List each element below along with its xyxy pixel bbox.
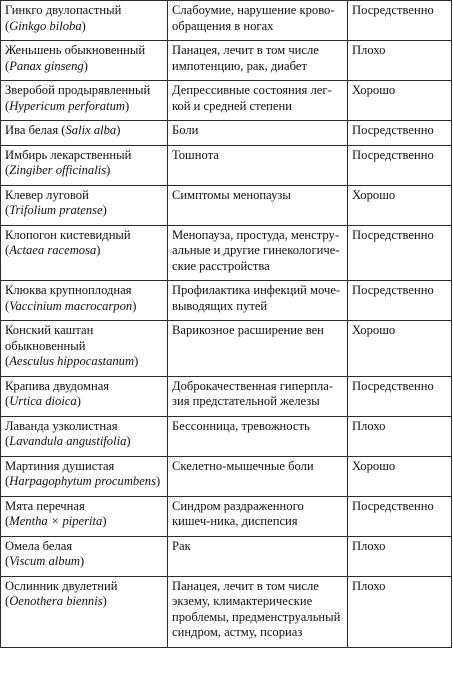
table-row: [1, 376, 452, 416]
latin-paren-close: ): [96, 243, 101, 257]
table-row: [1, 456, 452, 496]
plant-cell: [1, 416, 168, 456]
efficacy-cell: [348, 145, 452, 185]
use-cell: [168, 536, 348, 576]
efficacy-text: Посредственно: [352, 378, 434, 393]
efficacy-cell: [348, 536, 452, 576]
plant-latin-name: Urtica dioica: [9, 394, 77, 408]
use-cell: [168, 321, 348, 377]
efficacy-cell: [348, 81, 452, 121]
use-cell: [168, 121, 348, 146]
table-row: [1, 321, 452, 377]
use-text: Доброкачественная гиперпла-зия предстательной железы: [172, 378, 334, 408]
latin-paren-close: ): [102, 514, 107, 528]
use-text: Симптомы менопаузы: [172, 187, 291, 202]
plant-name: Мята перечная: [5, 498, 85, 513]
latin-paren-open: (: [5, 98, 10, 113]
use-text: Панацея, лечит в том числе экзему, климактерические проблемы, предменструальный синдром, астму, псориаз: [172, 578, 341, 639]
efficacy-text: Плохо: [352, 538, 386, 553]
use-text: Депрессивные состояния лег-кой и средней степени: [172, 83, 332, 113]
latin-paren-close: ): [102, 203, 107, 217]
use-text: Профилактика инфекций моче-выводящих путей: [172, 283, 341, 313]
efficacy-text: Хорошо: [352, 458, 396, 473]
plant-name: Лаванда узколистная: [5, 418, 118, 433]
latin-paren-open: (: [5, 203, 10, 217]
use-cell: [168, 1, 348, 41]
plant-latin-name: Hypericum perforatum: [9, 98, 125, 113]
use-text: Бессонница, тревожность: [172, 418, 310, 433]
plant-name: Клюква крупноплодная: [5, 283, 132, 297]
use-text: Менопауза, простуда, менстру-альные и другие гинекологиче-ские расстройства: [172, 227, 340, 273]
plant-cell: [1, 41, 168, 81]
plant-name: Имбирь лекарственный: [5, 147, 132, 162]
efficacy-text: Хорошо: [352, 187, 396, 202]
latin-paren-open: (: [61, 123, 66, 137]
table-row: [1, 225, 452, 281]
latin-paren-open: (: [5, 514, 10, 528]
latin-paren-close: ): [79, 554, 85, 568]
latin-paren-open: (: [5, 58, 10, 73]
efficacy-text: Плохо: [352, 43, 386, 57]
table-row: [1, 81, 452, 121]
plant-name: Конский каштан обыкновенный: [5, 323, 94, 353]
table-row: [1, 185, 452, 225]
use-cell: [168, 81, 348, 121]
plant-cell: [1, 145, 168, 185]
efficacy-cell: [348, 456, 452, 496]
efficacy-cell: [348, 225, 452, 281]
use-cell: [168, 225, 348, 281]
latin-paren-open: (: [5, 594, 10, 608]
plant-name: Омела белая: [5, 538, 73, 553]
use-text: Тошнота: [172, 147, 219, 162]
plant-cell: [1, 225, 168, 281]
latin-paren-close: ): [134, 354, 139, 368]
plant-cell: [1, 536, 168, 576]
efficacy-text: Хорошо: [352, 83, 396, 97]
plant-cell: [1, 321, 168, 377]
efficacy-cell: [348, 281, 452, 321]
use-text: Рак: [172, 538, 191, 553]
plant-name: Клопогон кистевидный: [5, 227, 131, 242]
efficacy-text: Посредственно: [352, 498, 434, 513]
table-row: [1, 416, 452, 456]
use-text: Боли: [172, 123, 199, 137]
plant-cell: [1, 1, 168, 41]
plant-name: Клевер луговой: [5, 187, 89, 202]
latin-paren-open: (: [5, 163, 10, 177]
latin-paren-open: (: [5, 243, 10, 257]
use-text: Варикозное расширение вен: [172, 323, 324, 337]
latin-paren-open: (: [5, 354, 10, 368]
plant-cell: [1, 281, 168, 321]
latin-paren-close: ): [126, 434, 131, 448]
plant-latin-name: Viscum album: [9, 554, 80, 568]
use-cell: [168, 41, 348, 81]
plant-cell: [1, 81, 168, 121]
use-text: Синдром раздраженного кишеч-ника, диспепсия: [172, 498, 304, 528]
plant-latin-name: Salix alba: [65, 123, 117, 137]
efficacy-text: Плохо: [352, 418, 386, 433]
latin-paren-open: (: [5, 474, 10, 488]
latin-paren-open: (: [5, 554, 10, 568]
plant-name: Гинкго двулопастный: [5, 3, 122, 17]
efficacy-cell: [348, 496, 452, 536]
efficacy-cell: [348, 41, 452, 81]
use-text: Скелетно-мышечные боли: [172, 458, 314, 473]
efficacy-text: Посредственно: [352, 147, 434, 162]
plant-name: Мартиния душистая: [5, 458, 115, 473]
plant-latin-name: Panax ginseng: [9, 58, 84, 73]
efficacy-text: Хорошо: [352, 323, 396, 337]
table-row: [1, 121, 452, 146]
efficacy-text: Плохо: [352, 578, 386, 593]
plant-latin-name: Zingiber officinalis: [9, 163, 107, 177]
efficacy-cell: [348, 1, 452, 41]
efficacy-text: Посредственно: [352, 123, 434, 137]
latin-paren-close: ): [124, 98, 130, 113]
efficacy-text: Посредственно: [352, 3, 434, 17]
latin-paren-close: ): [102, 594, 107, 608]
plant-latin-name: Vaccinium macrocarpon: [9, 298, 133, 313]
efficacy-text: Посредственно: [352, 227, 434, 242]
table-body: [1, 1, 452, 648]
plant-cell: [1, 496, 168, 536]
latin-paren-close: ): [156, 474, 161, 488]
table-row: [1, 1, 452, 41]
use-cell: [168, 376, 348, 416]
latin-paren-open: (: [5, 394, 10, 408]
use-cell: [168, 456, 348, 496]
table-row: [1, 41, 452, 81]
use-cell: [168, 185, 348, 225]
table-row: [1, 281, 452, 321]
use-cell: [168, 416, 348, 456]
efficacy-cell: [348, 416, 452, 456]
latin-paren-close: ): [106, 163, 111, 177]
plant-name: Крапива двудомная: [5, 378, 110, 393]
efficacy-cell: [348, 321, 452, 377]
latin-paren-close: ): [81, 18, 86, 33]
plant-cell: [1, 121, 168, 146]
use-cell: [168, 496, 348, 536]
plant-cell: [1, 185, 168, 225]
plant-latin-name: Actaea racemosa: [9, 243, 97, 257]
efficacy-cell: [348, 185, 452, 225]
plant-cell: [1, 376, 168, 416]
plant-name: Ива белая: [5, 123, 59, 137]
latin-paren-open: (: [5, 298, 10, 313]
plant-latin-name: Aesculus hippocastanum: [9, 354, 135, 368]
plant-latin-name: Harpagophytum procumbens: [9, 474, 156, 488]
table-row: [1, 576, 452, 647]
latin-paren-close: ): [83, 58, 88, 73]
latin-paren-open: (: [5, 434, 10, 448]
plant-latin-name: Ginkgo biloba: [9, 18, 82, 33]
use-cell: [168, 145, 348, 185]
table-row: [1, 145, 452, 185]
use-cell: [168, 576, 348, 647]
latin-paren-close: ): [76, 394, 81, 408]
efficacy-text: Посредственно: [352, 283, 434, 297]
latin-paren-close: ): [132, 298, 137, 313]
table-row: [1, 496, 452, 536]
latin-paren-open: (: [5, 18, 10, 33]
use-cell: [168, 281, 348, 321]
table-row: [1, 536, 452, 576]
plant-name: Ослинник двулетний: [5, 578, 118, 593]
use-text: Панацея, лечит в том числе импотенцию, рак, диабет: [172, 43, 319, 73]
plant-cell: [1, 576, 168, 647]
use-text: Слабоумие, нарушение крово-обращения в ногах: [172, 3, 335, 33]
plant-name: Женьшень обыкновенный: [5, 43, 146, 57]
plant-latin-name: Oenothera biennis: [9, 594, 103, 608]
efficacy-cell: [348, 576, 452, 647]
efficacy-cell: [348, 376, 452, 416]
plant-cell: [1, 456, 168, 496]
plant-name: Зверобой продырявленный: [5, 83, 151, 97]
plant-latin-name: Mentha × piperita: [9, 514, 103, 528]
latin-paren-close: ): [116, 123, 121, 137]
plant-latin-name: Lavandula angustifolia: [9, 434, 127, 448]
plant-latin-name: Trifolium pratense: [9, 203, 103, 217]
efficacy-cell: [348, 121, 452, 146]
